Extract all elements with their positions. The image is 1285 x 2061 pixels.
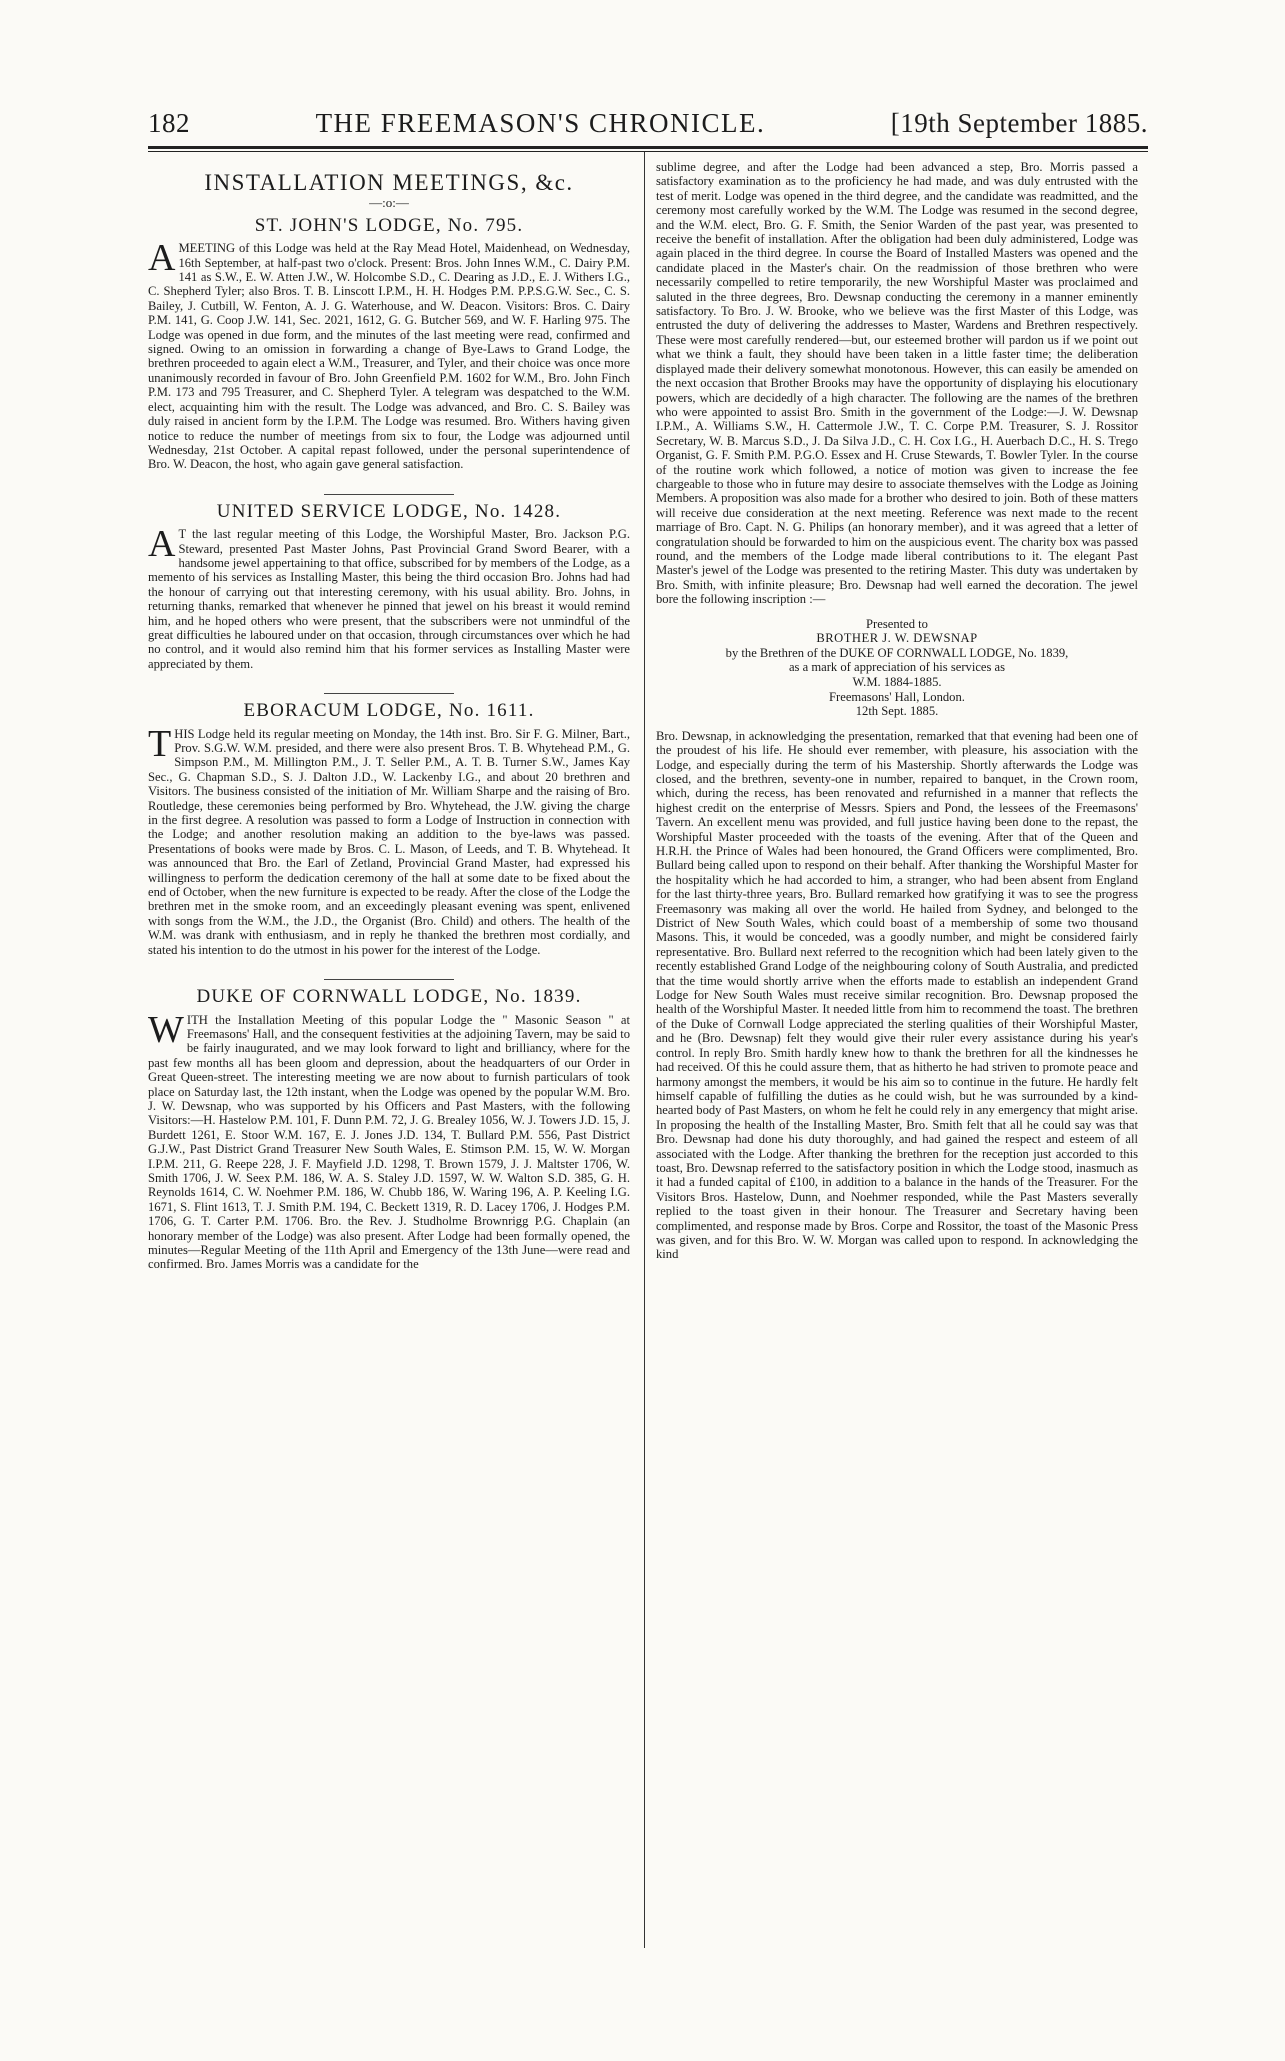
article-st-johns-lodge: AMEETING of this Lodge was held at the Ray Mead Hotel, Maidenhead, on Wednesday, 16th September, at half-past two o'clock. Present: Bros. John Innes W.M., C. Dairy P.M. 141 as S.W., E. W. Atten J.W., W. Holcombe S.D., C. Dearing as J.D., E. J. Withers I.G., C. Shepherd Tyler; also Bros. T. B. Linscott I.P.M., H. H. Hodges P.M. P.P.S.G.W. Sec., C. S. Bailey, J. Cutbill, W. Fenton, A. J. G. Waterhouse, and W. Deacon. Visitors: Bros. C. Dairy P.M. 141, G. Coop J.W. 141, Sec. 2021, 1612, G. G. Butcher 569, and W. F. Harling 975. The Lodge was opened in due form, and the minutes of the last meeting were read, confirmed and signed. Owing to an omission in forwarding a change of Bye-Laws to Grand Lodge, the brethren proceeded to again elect a W.M., Treasurer, and Tyler, and their choice was once more unanimously recorded in favour of Bro. John Greenfield P.M. 1602 for W.M., Bro. John Finch P.M. 173 and 795 Treasurer, and C. Shepherd Tyler. A telegram was despatched to the W.M. elect, acquainting him with the result. The Lodge was advanced, and Bro. C. S. Bailey was duly raised in ancient form by the I.P.M. The Lodge was resumed. Bro. Withers having given notice to reduce the number of meetings from six to four, the Lodge was adjourned until Wednesday, 21st October. A capital repast followed, under the personal superintendence of Bro. W. Deacon, the host, who again gave general satisfaction.: [148, 237, 630, 472]
masthead-rule: [148, 146, 1148, 149]
article-duke-of-cornwall-lodge: WITH the Installation Meeting of this popular Lodge the " Masonic Season " at Freemasons' Hall, and the consequent festivities at the adjoining Tavern, may be said to be fairly inaugurated, and we may look forward to light and brilliancy, where for the past few months all has been gloom and depression, about the headquarters of our Order in Great Queen-street. The interesting meeting we are now about to furnish particulars of took place on Saturday last, the 12th instant, when the Lodge was opened by the popular W.M. Bro. J. W. Dewsnap, who was supported by his Officers and Past Masters, with the following Visitors:—H. Hastelow P.M. 101, F. Dunn P.M. 72, J. G. Brealey 1056, W. J. Towers J.D. 15, J. Burdett 1261, E. Stoor W.M. 167, E. J. Jones J.D. 134, T. Bullard P.M. 556, Past District G.J.W., Past District Grand Treasurer New South Wales, E. Stimson P.M. 15, W. W. Morgan I.P.M. 211, G. Reepe 228, J. F. Mayfield J.D. 1298, T. Brown 1579, J. J. Maltster 1706, W. Smith 1706, J. W. Seex P.M. 186, W. A. S. Staley J.D. 1597, W. W. Walton S.D. 385, G. H. Reynolds 1614, C. W. Noehmer P.M. 186, W. Chubb 186, W. Waring 196, A. P. Keeling I.G. 1671, S. Flint 1613, T. J. Smith P.M. 194, C. Beckett 1319, R. D. Lacey 1706, J. Hodges P.M. 1706, G. T. Carter P.M. 1706. Bro. the Rev. J. Studholme Brownrigg P.G. Chaplain (an honorary member of the Lodge) was also present. After Lodge had been formally opened, the minutes—Regular Meeting of the 11th April and Emergency of the 13th June—were read and confirmed. Bro. James Morris was a candidate for the: [148, 1008, 630, 1272]
section-title: INSTALLATION MEETINGS, &c.: [204, 170, 574, 195]
heading-duke-of-cornwall-lodge: DUKE OF CORNWALL LODGE, No. 1839.: [196, 986, 582, 1008]
inscription-line: Freemasons' Hall, London.: [829, 689, 965, 704]
inscription-line: Presented to: [866, 616, 928, 631]
ornament: —:o:—: [369, 195, 409, 211]
inscription-line: W.M. 1884-1885.: [852, 674, 942, 689]
separator: [324, 693, 454, 694]
heading-eboracum-lodge: EBORACUM LODGE, No. 1611.: [243, 700, 535, 722]
inscription-line: as a mark of appreciation of his services as: [788, 660, 1006, 675]
heading-st-johns-lodge: ST. JOHN'S LODGE, No. 795.: [254, 214, 524, 236]
separator: [324, 979, 454, 980]
inscription-line: BROTHER J. W. DEWSNAP: [816, 631, 978, 646]
article-banquet-report: Bro. Dewsnap, in acknowledging the presentation, remarked that that evening had been one of the proudest of his life. He should ever remember, with pleasure, his association with the Lodge, and especially during the term of his Mastership. Shortly afterwards the Lodge was closed, and the brethren, seventy-one in number, repaired to banquet, in the Crown room, which, during the recess, has been renovated and refurnished in a manner that reflects the highest credit on the enterprise of Messrs. Spiers and Pond, the lessees of the Freemasons' Tavern. An excellent menu was provided, and full justice having been done to the repast, the Worshipful Master proceeded with the toasts of the evening. After that of the Queen and H.R.H. the Prince of Wales had been honoured, the Grand Officers were complimented, Bro. Bullard being called upon to respond on their behalf. After thanking the Worshipful Master for the hospitality which he had accorded to him, a stranger, who had been absent from England for the last thirty-three years, Bro. Bullard remarked how gratifying it was to see the progress Freemasonry was making all over the world. He hailed from Sydney, and belonged to the District of New South Wales, which could boast of a membership of some two thousand Masons. This, it would be conceded, was a goodly number, and might be considered fairly representative. Bro. Bullard next referred to the recognition which had been lately given to the recently established Grand Lodge of the neighbouring colony of South Australia, and predicted that the time would shortly arrive when the efforts made to establish an independent Grand Lodge for New South Wales must receive similar recognition. Bro. Dewsnap proposed the health of the Worshipful Master. It needed little from him to recommend the toast. The brethren of the Duke of Cornwall Lodge appreciated the sterling qualities of their Worshipful Master, and he (Bro. Dewsnap) felt they would give their ruler every assistance during his year's control. In reply Bro. Smith hardly knew how to thank the brethren for all the kindnesses he had received. Of this he could assure them, that as hitherto he had striven to promote peace and harmony amongst the members, it would be his aim so to continue in the future. He hardly felt himself capable of fulfilling the duties as he could wish, but he was surrounded by a kind-hearted body of Past Masters, on whom he felt he could rely in any emergency that might arise. In proposing the health of the Installing Master, Bro. Smith felt that all he could say was that Bro. Dewsnap had done his duty thoroughly, and had gained the respect and esteem of all associated with the Lodge. After thanking the brethren for the reception just accorded to this toast, Bro. Dewsnap referred to the satisfactory position in which the Lodge stood, inasmuch as it had a funded capital of £100, in addition to a balance in the hands of the Treasurer. For the Visitors Bros. Hastelow, Dunn, and Noehmer responded, while the Past Masters severally replied to the toast given in their honour. The Treasurer and Secretary having been complimented, and response made by Bros. Corpe and Rossitor, the toast of the Masonic Press was given, and for this Bro. W. W. Morgan was called upon to respond. In acknowledging the kind: [656, 728, 1138, 1262]
separator: [324, 494, 454, 495]
column-divider: [644, 152, 645, 1948]
jewel-inscription: [656, 617, 1138, 719]
masthead-rule-thin: [148, 151, 1148, 152]
issue-date: [19th September 1885.: [890, 108, 1148, 138]
article-continuation: sublime degree, and after the Lodge had been advanced a step, Bro. Morris passed a satisfactory examination as to the proficiency he had made, and was duly entrusted with the test of merit. Lodge was opened in the third degree, and the candidate was readmitted, and the ceremony most carefully worked by the W.M. The Lodge was resumed in the second degree, and the W.M. elect, Bro. G. F. Smith, the Senior Warden of the past year, was presented to receive the benefit of installation. After the obligation had been duly administered, Lodge was again placed in the third degree. In course the Board of Installed Masters was opened and the candidate placed in the Master's chair. On the readmission of those brethren who were necessarily compelled to retire temporarily, the new Worshipful Master was proclaimed and saluted in the three degrees, Bro. Dewsnap conducting the ceremony in a manner eminently satisfactory. To Bro. J. W. Brooke, who we believe was the first Master of this Lodge, was entrusted the duty of delivering the addresses to Master, Wardens and Brethren respectively. These were most carefully rendered—but, our esteemed brother will pardon us if we point out what we think a fault, they should have been taken in a little faster time; the deliberation displayed made their delivery somewhat monotonous. However, this can easily be amended on the next occasion that Brother Brooks may have the opportunity of displaying his elocutionary powers, which are decidedly of a high character. The following are the names of the brethren who were appointed to assist Bro. Smith in the government of the Lodge:—J. W. Dewsnap I.P.M., A. Williams S.W., H. Cattermole J.W., T. C. Corpe P.M. Treasurer, S. J. Rossitor Secretary, W. B. Marcus S.D., J. Da Silva J.D., C. H. Cox I.G., H. Auerbach D.C., H. S. Trego Organist, G. F. Smith P.M. P.G.O. Essex and H. Cruse Stewards, T. Bowler Tyler. In the course of the routine work which followed, a notice of motion was given to increase the fee chargeable to those who in future may desire to associate themselves with the Lodge as Joining Members. A proposition was also made for a brother who desired to join. Both of these matters will receive due consideration at the next meeting. Reference was next made to the recent marriage of Bro. Capt. N. G. Philips (an honorary member), and it was agreed that a letter of congratulation should be forwarded to him on the auspicious event. The charity box was passed round, and the members of the Lodge made liberal contributions to it. The elegant Past Master's jewel of the Lodge was presented to the retiring Master. This duty was undertaken by Bro. Smith, with infinite pleasure; Bro. Dewsnap had well earned the decoration. The jewel bore the following inscription :—: [656, 160, 1138, 607]
masthead: [148, 108, 1148, 142]
inscription-line: by the Brethren of the DUKE OF CORNWALL LODGE, No. 1839,: [725, 645, 1069, 660]
left-column: [148, 160, 630, 1950]
heading-united-service-lodge: UNITED SERVICE LODGE, No. 1428.: [216, 500, 562, 522]
article-eboracum-lodge: THIS Lodge held its regular meeting on Monday, the 14th inst. Bro. Sir F. G. Milner, Bart., Prov. S.G.W. W.M. presided, and there were also present Bros. T. B. Whytehead P.M., G. Simpson P.M., M. Millington P.M., J. T. Seller P.M., A. T. B. Turner S.W., James Kay Sec., G. Chapman S.D., S. J. Dalton J.D., W. Lackenby I.G., and about 20 brethren and Visitors. The business consisted of the initiation of Mr. William Sharpe and the raising of Bro. Routledge, these ceremonies being performed by Bro. Whytehead, the J.W. giving the charge in the first degree. A resolution was passed to form a Lodge of Instruction in connection with the Lodge; and another resolution making an addition to the bye-laws was passed. Presentations of books were made by Bros. C. L. Mason, of Leeds, and T. B. Whytehead. It was announced that Bro. the Earl of Zetland, Provincial Grand Master, had expressed his willingness to perform the dedication ceremony of the hall at some date to be fixed about the end of October, when the new furniture is expected to be ready. After the close of the Lodge the brethren met in the smoke room, and an exceedingly pleasant evening was spent, enlivened with songs from the W.M., the J.D., the Organist (Bro. Child) and others. The health of the W.M. was drank with enthusiasm, and in reply he thanked the brethren most cordially, and stated his intention to do the utmost in his power for the interest of the Lodge.: [148, 722, 630, 957]
article-united-service-lodge: AT the last regular meeting of this Lodge, the Worshipful Master, Bro. Jackson P.G. Steward, presented Past Master Johns, Past Provincial Grand Sword Bearer, with a handsome jewel appertaining to that office, subscribed for by members of the Lodge, as a memento of his services as Installing Master, this being the third occasion Bro. Johns had had the honour of carrying out that interesting ceremony, with his usual ability. Bro. Johns, in returning thanks, remarked that whenever he pinned that jewel on his breast it would remind him, and he hoped others who were present, that the subscribers were not unmindful of the great difficulties he laboured under on that occasion, through circumstances over which he had no control, and it would also remind him that his former services as Installing Master were appreciated by them.: [148, 523, 630, 671]
right-column: [656, 160, 1138, 1950]
newspaper-title: THE FREEMASON'S CHRONICLE.: [315, 108, 766, 138]
inscription-line: 12th Sept. 1885.: [855, 704, 939, 719]
page-number: 182: [148, 108, 190, 138]
